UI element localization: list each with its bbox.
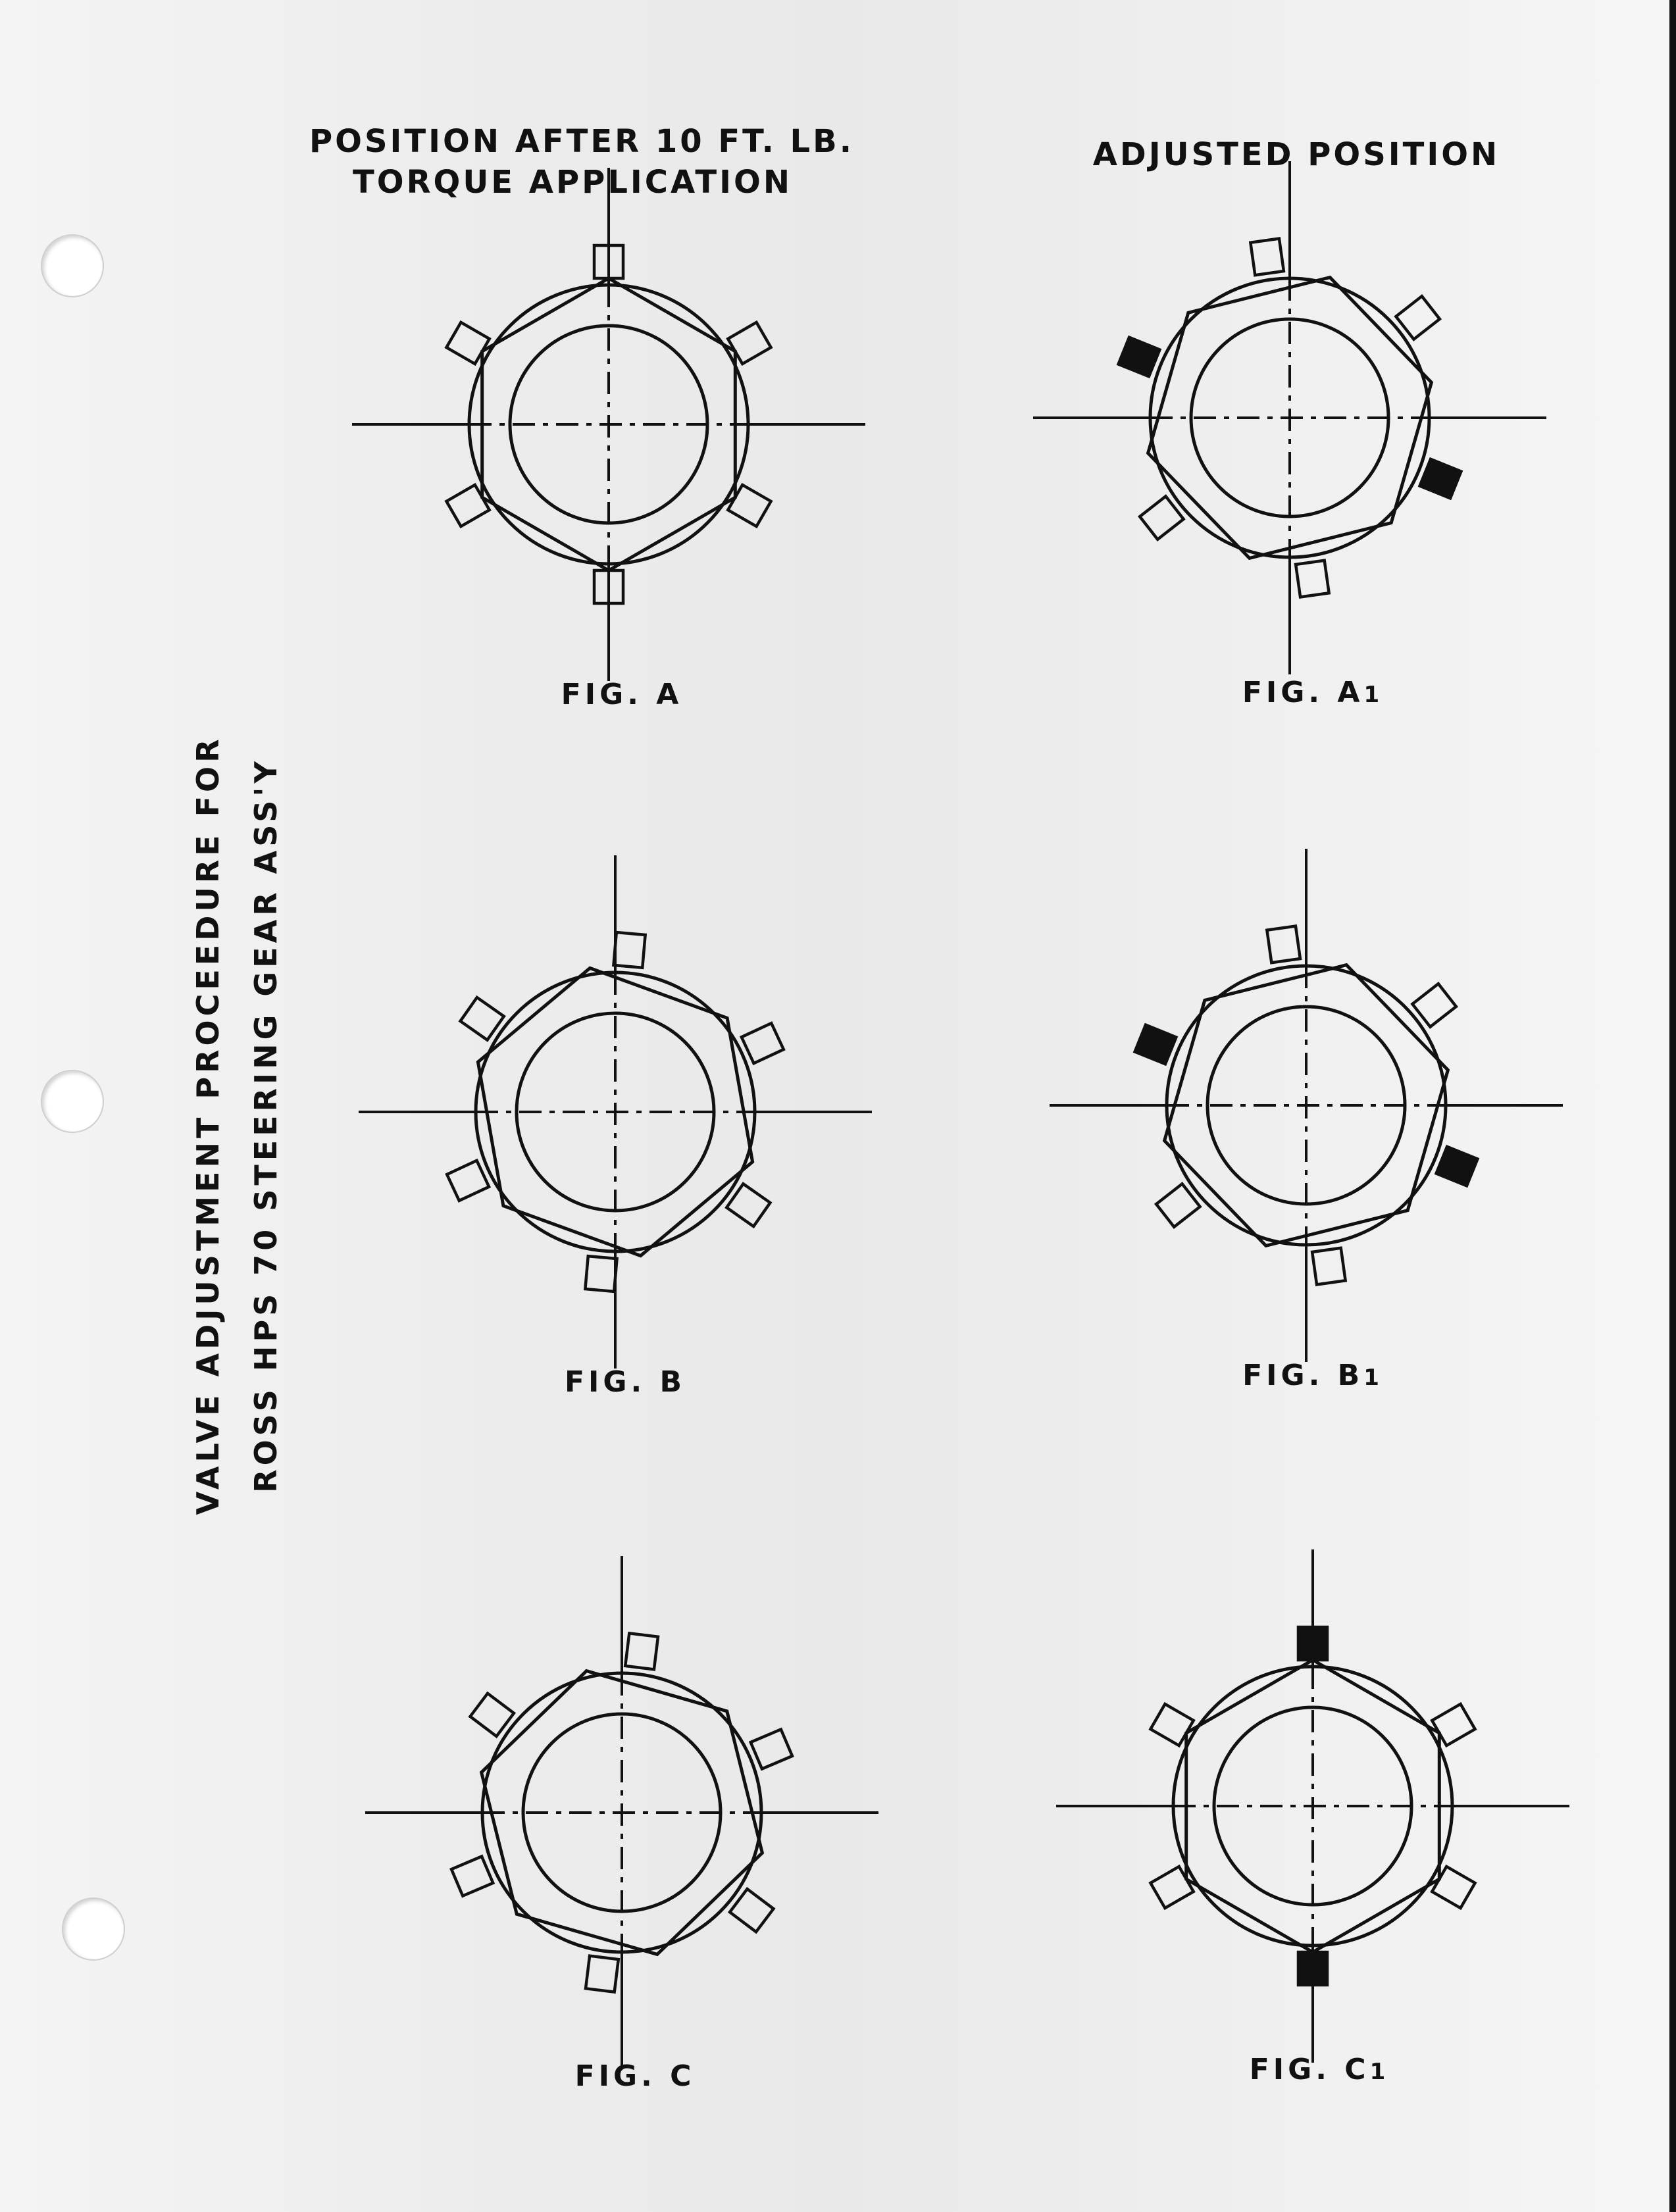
lug-outline: [613, 932, 645, 968]
lug-outline: [1312, 1248, 1346, 1285]
lug-outline: [585, 1256, 617, 1292]
punch-hole-top: [41, 234, 104, 297]
lug-outline: [1296, 561, 1329, 597]
lug-outline: [461, 997, 504, 1040]
lug-outline: [451, 1856, 493, 1896]
fig-label-a1: FIG. A1: [1242, 676, 1384, 709]
lug-outline: [1156, 1184, 1200, 1226]
punch-hole-bottom: [62, 1898, 125, 1961]
lug-outline: [586, 1956, 619, 1992]
lug-outline: [742, 1023, 784, 1063]
heading-right: ADJUSTED POSITION: [1092, 136, 1500, 173]
lug-outline: [1140, 496, 1183, 539]
figure-c-diagram: [359, 1549, 885, 2076]
figure-b-diagram: [352, 849, 878, 1375]
lug-outline: [625, 1633, 658, 1669]
lug-outline: [470, 1694, 514, 1736]
fig-label-c: FIG. C: [574, 2059, 696, 2093]
adjusted-lug-marker: [1420, 459, 1461, 499]
side-title: [179, 735, 295, 1515]
lug-outline: [1396, 296, 1439, 339]
lug-outline: [730, 1889, 773, 1932]
figure-c1-diagram: [1050, 1543, 1576, 2069]
figure-a1-diagram: [1027, 155, 1553, 681]
fig-label-b: FIG. B: [564, 1365, 686, 1399]
figure-a-diagram: [345, 161, 872, 688]
adjusted-lug-marker: [1135, 1025, 1177, 1065]
fig-label-b1: FIG. B1: [1242, 1359, 1383, 1392]
figure-b1-diagram: [1043, 842, 1569, 1369]
lug-outline: [1267, 926, 1300, 963]
side-title-line2: ROSS HPS 70 STEERING GEAR ASS'Y: [248, 757, 284, 1493]
lug-outline: [1250, 239, 1284, 276]
adjusted-lug-marker: [1119, 338, 1160, 377]
punch-hole-middle: [41, 1070, 104, 1133]
adjusted-lug-marker: [1436, 1147, 1478, 1186]
page-edge: [1669, 0, 1676, 2212]
side-title-line1: VALVE ADJUSTMENT PROCEEDURE FOR: [190, 735, 226, 1515]
fig-label-a: FIG. A: [561, 678, 683, 711]
fig-label-c1: FIG. C1: [1249, 2053, 1390, 2086]
lug-outline: [726, 1184, 770, 1226]
lug-outline: [1412, 984, 1456, 1026]
lug-outline: [447, 1161, 489, 1201]
lug-outline: [751, 1729, 792, 1769]
heading-left-line2: TORQUE APPLICATION: [353, 164, 792, 201]
heading-left-line1: POSITION AFTER 10 FT. LB.: [309, 123, 854, 160]
